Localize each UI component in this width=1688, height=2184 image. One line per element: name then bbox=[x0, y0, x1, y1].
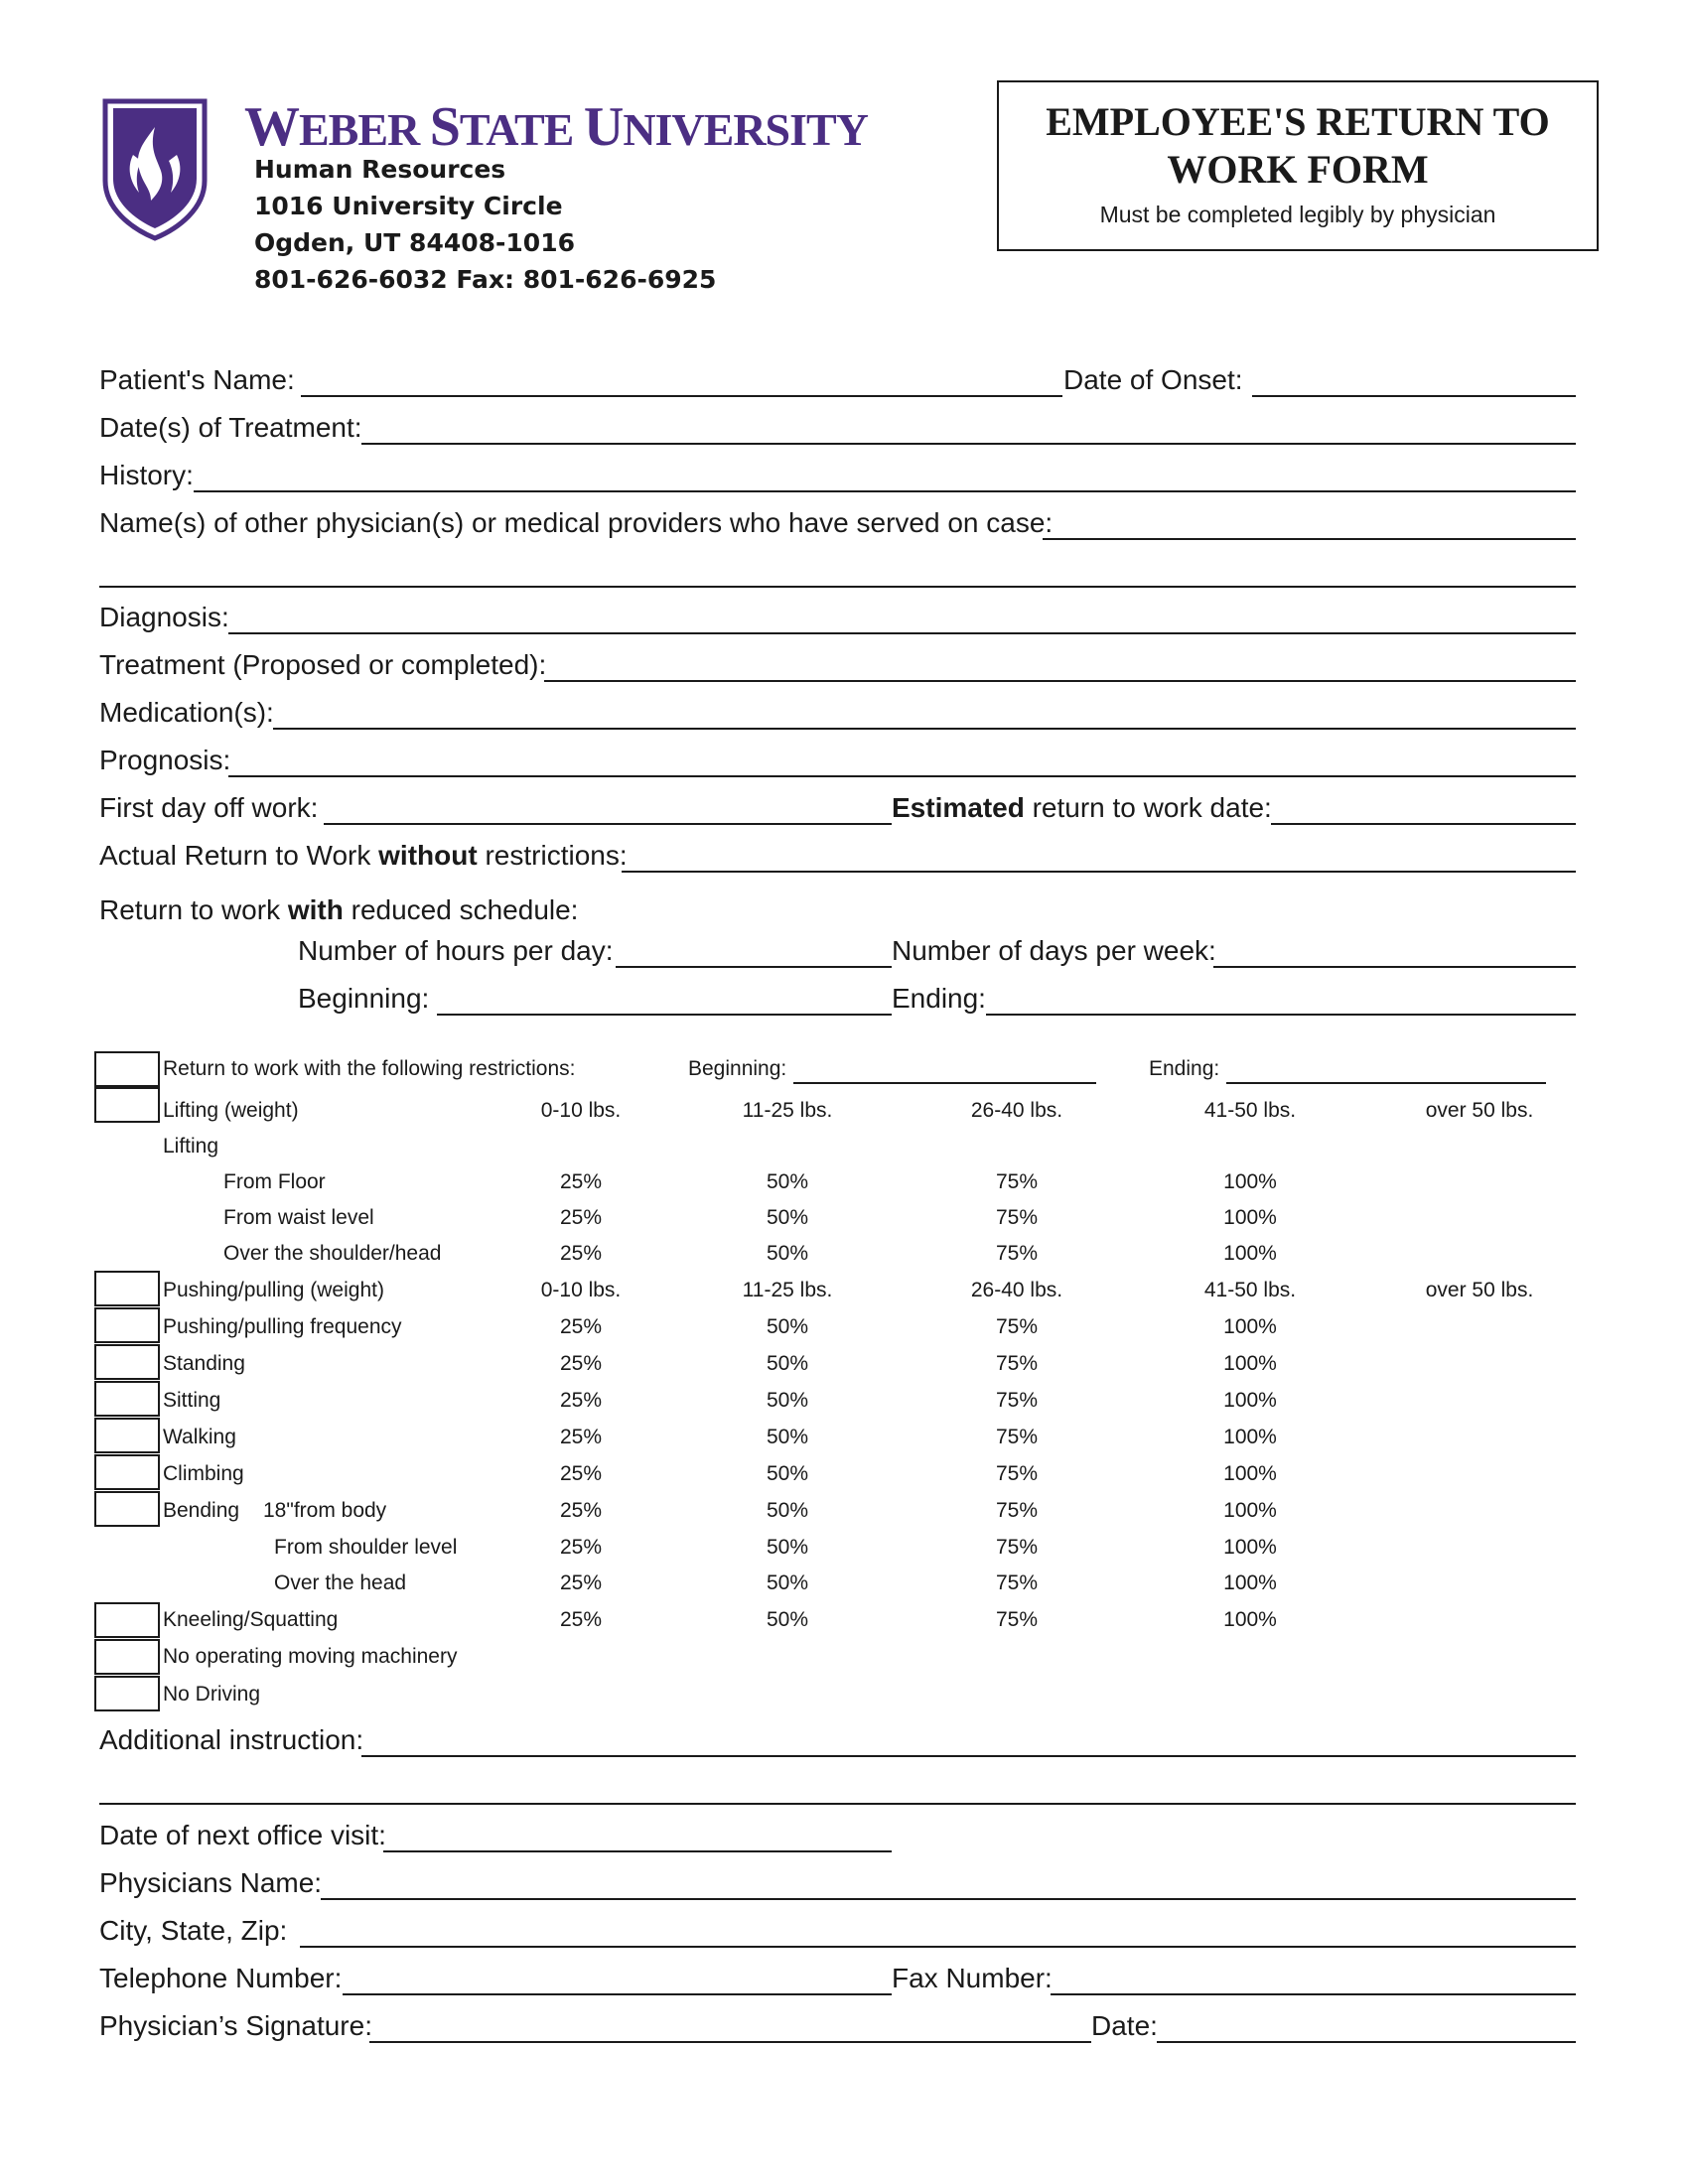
sitting-label: Sitting bbox=[163, 1389, 221, 1412]
walking-checkbox[interactable] bbox=[94, 1418, 160, 1453]
signature-date-field[interactable] bbox=[1157, 2041, 1576, 2043]
patient-name-field[interactable] bbox=[301, 395, 1062, 397]
pushing-freq-checkbox[interactable] bbox=[94, 1307, 160, 1343]
pct-col-4: 100% bbox=[1223, 1426, 1277, 1448]
from-shoulder-label: From shoulder level bbox=[274, 1536, 458, 1559]
pct-col-4: 100% bbox=[1223, 1315, 1277, 1338]
restrictions-beginning-label: Beginning: bbox=[688, 1057, 787, 1080]
pct-col-4: 100% bbox=[1223, 1170, 1277, 1193]
pct-col-4: 100% bbox=[1223, 1389, 1277, 1412]
hours-per-day-field[interactable] bbox=[616, 966, 892, 968]
pushing-freq-label: Pushing/pulling frequency bbox=[163, 1315, 402, 1338]
reduced-beginning-field[interactable] bbox=[437, 1014, 892, 1016]
estimated-return-field[interactable] bbox=[1271, 823, 1576, 825]
standing-checkbox[interactable] bbox=[94, 1344, 160, 1380]
pct-col-3: 75% bbox=[995, 1170, 1039, 1193]
bending-label: Bending bbox=[163, 1499, 240, 1522]
pct-col-3: 75% bbox=[995, 1536, 1039, 1559]
weight-col-4: 41-50 lbs. bbox=[1203, 1279, 1297, 1301]
phone-fax: 801-626-6032 Fax: 801-626-6925 bbox=[254, 265, 717, 294]
patient-name-label: Patient's Name: bbox=[99, 364, 295, 395]
pct-col-1: 25% bbox=[559, 1536, 603, 1559]
pct-col-3: 75% bbox=[995, 1206, 1039, 1229]
restrictions-ending-label: Ending: bbox=[1149, 1057, 1220, 1080]
from-floor-label: From Floor bbox=[223, 1170, 326, 1193]
weight-col-3: 26-40 lbs. bbox=[970, 1099, 1063, 1122]
kneeling-label: Kneeling/Squatting bbox=[163, 1608, 339, 1631]
pct-col-2: 50% bbox=[766, 1608, 809, 1631]
pct-col-1: 25% bbox=[559, 1571, 603, 1594]
pct-col-4: 100% bbox=[1223, 1608, 1277, 1631]
kneeling-checkbox[interactable] bbox=[94, 1602, 160, 1638]
standing-label: Standing bbox=[163, 1352, 245, 1375]
dates-treatment-field[interactable] bbox=[361, 443, 1576, 445]
restrictions-beginning-field[interactable] bbox=[793, 1082, 1096, 1084]
additional-instruction-field-2[interactable] bbox=[99, 1803, 1576, 1805]
pct-col-2: 50% bbox=[766, 1170, 809, 1193]
pct-col-3: 75% bbox=[995, 1426, 1039, 1448]
city-state-zip-field[interactable] bbox=[300, 1946, 1576, 1948]
university-name: WEBER STATE UNIVERSITY bbox=[244, 96, 868, 158]
weight-col-5: over 50 lbs. bbox=[1425, 1279, 1534, 1301]
signature-field[interactable] bbox=[369, 2041, 1091, 2043]
pct-col-3: 75% bbox=[995, 1571, 1039, 1594]
title-line-2: WORK FORM bbox=[1167, 147, 1429, 192]
form-subtitle: Must be completed legibly by physician bbox=[1099, 202, 1496, 227]
date-onset-field[interactable] bbox=[1252, 395, 1576, 397]
restrictions-ending-field[interactable] bbox=[1226, 1082, 1546, 1084]
pct-col-1: 25% bbox=[559, 1389, 603, 1412]
other-physicians-label: Name(s) of other physician(s) or medical providers who have served on case: bbox=[99, 507, 1054, 538]
pct-col-2: 50% bbox=[766, 1315, 809, 1338]
actual-return-field[interactable] bbox=[622, 871, 1576, 873]
bending-checkbox[interactable] bbox=[94, 1491, 160, 1527]
weight-col-1: 0-10 lbs. bbox=[540, 1099, 622, 1122]
pct-col-1: 25% bbox=[559, 1352, 603, 1375]
other-physicians-field-2[interactable] bbox=[99, 586, 1576, 588]
pushing-weight-checkbox[interactable] bbox=[94, 1271, 160, 1306]
reduced-beginning-label: Beginning: bbox=[298, 983, 430, 1014]
diagnosis-label: Diagnosis: bbox=[99, 602, 229, 632]
climbing-checkbox[interactable] bbox=[94, 1454, 160, 1490]
reduced-schedule-label: Return to work with reduced schedule: bbox=[99, 894, 579, 925]
lifting-weight-checkbox[interactable] bbox=[94, 1087, 160, 1123]
pct-col-1: 25% bbox=[559, 1242, 603, 1265]
pct-col-3: 75% bbox=[995, 1462, 1039, 1485]
additional-instruction-label: Additional instruction: bbox=[99, 1724, 364, 1755]
weight-col-3: 26-40 lbs. bbox=[970, 1279, 1063, 1301]
history-label: History: bbox=[99, 460, 194, 490]
treatment-field[interactable] bbox=[544, 680, 1576, 682]
reduced-ending-label: Ending: bbox=[892, 983, 986, 1014]
pct-col-4: 100% bbox=[1223, 1536, 1277, 1559]
pushing-weight-label: Pushing/pulling (weight) bbox=[163, 1279, 384, 1301]
over-head-label: Over the head bbox=[274, 1571, 407, 1594]
no-machinery-label: No operating moving machinery bbox=[163, 1645, 458, 1668]
pct-col-3: 75% bbox=[995, 1352, 1039, 1375]
pct-col-2: 50% bbox=[766, 1571, 809, 1594]
weight-col-5: over 50 lbs. bbox=[1425, 1099, 1534, 1122]
pct-col-3: 75% bbox=[995, 1315, 1039, 1338]
form-title bbox=[999, 98, 1597, 194]
department: Human Resources bbox=[254, 155, 506, 184]
address-line-1: 1016 University Circle bbox=[254, 192, 563, 220]
title-line-1: EMPLOYEE'S RETURN TO bbox=[1046, 99, 1550, 144]
hours-per-day-label: Number of hours per day: bbox=[298, 935, 614, 966]
pct-col-2: 50% bbox=[766, 1206, 809, 1229]
walking-label: Walking bbox=[163, 1426, 236, 1448]
pct-col-3: 75% bbox=[995, 1499, 1039, 1522]
pct-col-1: 25% bbox=[559, 1315, 603, 1338]
history-field[interactable] bbox=[194, 490, 1576, 492]
pct-col-1: 25% bbox=[559, 1499, 603, 1522]
lifting-weight-label: Lifting (weight) bbox=[163, 1099, 299, 1122]
lifting-label: Lifting bbox=[163, 1135, 219, 1158]
weight-col-1: 0-10 lbs. bbox=[540, 1279, 622, 1301]
pct-col-4: 100% bbox=[1223, 1352, 1277, 1375]
medications-label: Medication(s): bbox=[99, 697, 274, 728]
city-state-zip-label: City, State, Zip: bbox=[99, 1915, 288, 1946]
other-physicians-field[interactable] bbox=[1043, 538, 1576, 540]
signature-date-label: Date: bbox=[1091, 2010, 1158, 2041]
pct-col-2: 50% bbox=[766, 1499, 809, 1522]
weight-col-2: 11-25 lbs. bbox=[742, 1279, 833, 1301]
bending-sub-label: 18"from body bbox=[263, 1499, 387, 1522]
pct-col-4: 100% bbox=[1223, 1462, 1277, 1485]
prognosis-field[interactable] bbox=[228, 775, 1576, 777]
pct-col-1: 25% bbox=[559, 1206, 603, 1229]
restrictions-header-label: Return to work with the following restrictions: bbox=[163, 1057, 576, 1080]
fax-field[interactable] bbox=[1051, 1993, 1576, 1995]
next-visit-field[interactable] bbox=[383, 1850, 892, 1852]
dates-treatment-label: Date(s) of Treatment: bbox=[99, 412, 362, 443]
physician-name-label: Physicians Name: bbox=[99, 1867, 323, 1898]
prognosis-label: Prognosis: bbox=[99, 745, 231, 775]
address-line-2: Ogden, UT 84408-1016 bbox=[254, 228, 575, 257]
pct-col-3: 75% bbox=[995, 1608, 1039, 1631]
physician-name-field[interactable] bbox=[321, 1898, 1576, 1900]
date-onset-label: Date of Onset: bbox=[1063, 364, 1243, 395]
pct-col-1: 25% bbox=[559, 1170, 603, 1193]
weight-col-4: 41-50 lbs. bbox=[1203, 1099, 1297, 1122]
diagnosis-field[interactable] bbox=[228, 632, 1576, 634]
wsu-shield-icon bbox=[99, 97, 211, 242]
no-machinery-checkbox[interactable] bbox=[94, 1639, 160, 1675]
telephone-label: Telephone Number: bbox=[99, 1963, 343, 1993]
pct-col-1: 25% bbox=[559, 1462, 603, 1485]
signature-label: Physician’s Signature: bbox=[99, 2010, 372, 2041]
weight-col-2: 11-25 lbs. bbox=[742, 1099, 833, 1122]
pct-col-4: 100% bbox=[1223, 1206, 1277, 1229]
medications-field[interactable] bbox=[273, 728, 1576, 730]
restrictions-checkbox[interactable] bbox=[94, 1051, 160, 1087]
sitting-checkbox[interactable] bbox=[94, 1381, 160, 1417]
pct-col-3: 75% bbox=[995, 1242, 1039, 1265]
pct-col-2: 50% bbox=[766, 1462, 809, 1485]
fax-label: Fax Number: bbox=[892, 1963, 1053, 1993]
first-day-off-field[interactable] bbox=[324, 823, 892, 825]
telephone-field[interactable] bbox=[343, 1993, 892, 1995]
pct-col-1: 25% bbox=[559, 1608, 603, 1631]
no-driving-checkbox[interactable] bbox=[94, 1676, 160, 1711]
days-per-week-label: Number of days per week: bbox=[892, 935, 1216, 966]
from-waist-label: From waist level bbox=[223, 1206, 374, 1229]
treatment-label: Treatment (Proposed or completed): bbox=[99, 649, 547, 680]
actual-return-label: Actual Return to Work without restrictions: bbox=[99, 840, 628, 871]
pct-col-1: 25% bbox=[559, 1426, 603, 1448]
pct-col-4: 100% bbox=[1223, 1499, 1277, 1522]
over-shoulder-label: Over the shoulder/head bbox=[223, 1242, 442, 1265]
reduced-ending-field[interactable] bbox=[986, 1014, 1576, 1016]
pct-col-2: 50% bbox=[766, 1242, 809, 1265]
pct-col-4: 100% bbox=[1223, 1571, 1277, 1594]
climbing-label: Climbing bbox=[163, 1462, 244, 1485]
pct-col-2: 50% bbox=[766, 1536, 809, 1559]
pct-col-2: 50% bbox=[766, 1389, 809, 1412]
form-title-box bbox=[997, 80, 1599, 251]
estimated-return-label: Estimated return to work date: bbox=[892, 792, 1272, 823]
next-visit-label: Date of next office visit: bbox=[99, 1820, 386, 1850]
pct-col-4: 100% bbox=[1223, 1242, 1277, 1265]
additional-instruction-field[interactable] bbox=[361, 1755, 1576, 1757]
pct-col-2: 50% bbox=[766, 1426, 809, 1448]
days-per-week-field[interactable] bbox=[1213, 966, 1576, 968]
no-driving-label: No Driving bbox=[163, 1683, 261, 1706]
pct-col-3: 75% bbox=[995, 1389, 1039, 1412]
pct-col-2: 50% bbox=[766, 1352, 809, 1375]
first-day-off-label: First day off work: bbox=[99, 792, 319, 823]
